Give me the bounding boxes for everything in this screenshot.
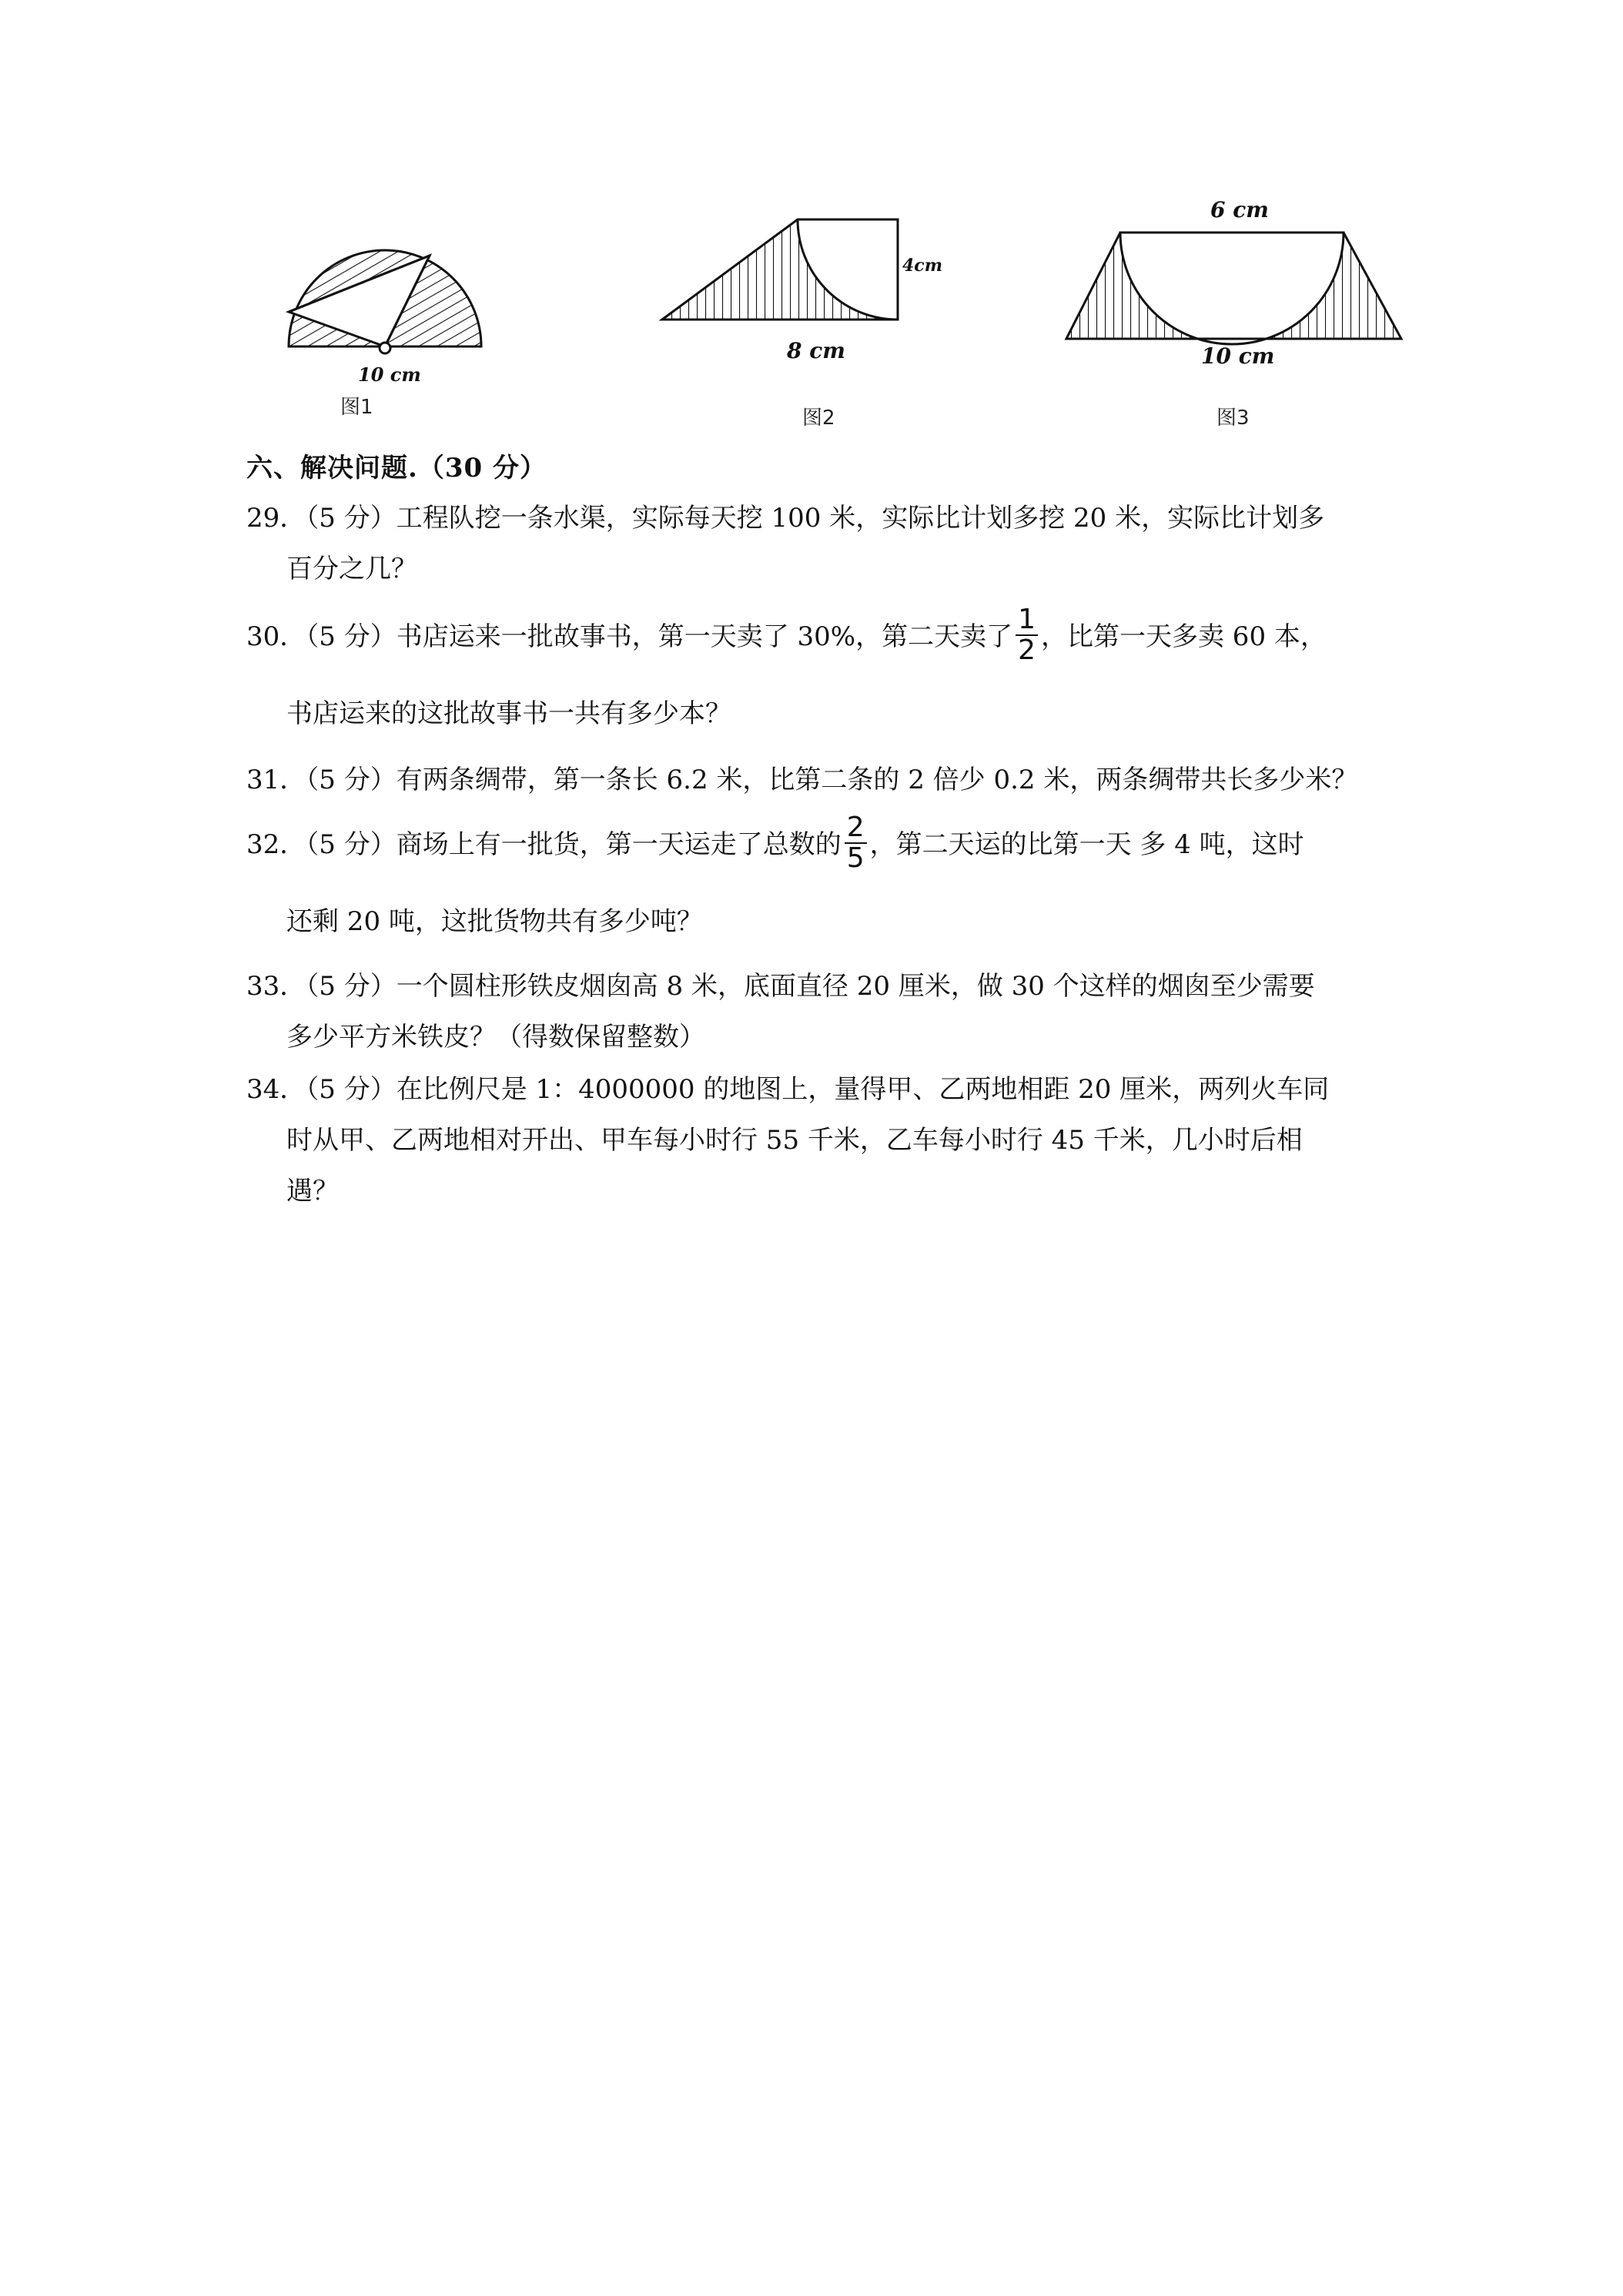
problem-30 [246,604,1401,739]
figure-3 [1062,185,1424,447]
problem-31-line-1: 31．（5 分）有两条绸带，第一条长 6.2 米，比第二条的 2 倍少 0.2 米，两条绸带共长多少米？ [246,765,1358,795]
section-title: 六、解决问题.（30 分） [246,453,547,484]
problem-34-line-2: 时从甲、乙两地相对开出、甲车每小时行 55 千米，乙车每小时行 45 千米，几小时后相 [286,1125,1303,1156]
figure-1-caption: 图1 [340,396,373,419]
figure-1 [254,185,516,447]
problem-32 [246,812,1401,947]
figure-row [254,185,1424,447]
figure-3-bottom-label: 10 cm [1201,343,1275,369]
figure-2 [654,185,978,447]
problem-30-fraction [1016,605,1038,665]
figure-2-drawing [654,185,978,416]
problem-29-line-2: 百分之几？ [286,554,417,584]
problem-29 [246,493,1401,594]
problem-32-text-after: ，第二天运的比第一天 多 4 吨，这时 [869,829,1304,860]
figure-3-caption: 图3 [1216,407,1250,430]
fraction-numerator: 2 [845,813,867,844]
problem-33-line-1: 33．（5 分）一个圆柱形铁皮烟囱高 8 米，底面直径 20 厘米，做 30 个这样的烟囱至少需要 [246,971,1315,1002]
problem-30-text-before: 30．（5 分）书店运来一批故事书，第一天卖了 30%，第二天卖了 [246,621,1013,652]
problem-33 [246,961,1401,1063]
problem-30-text-after: ，比第一天多卖 60 本， [1041,621,1327,652]
figure-3-top-label: 6 cm [1210,197,1269,223]
figure-3-drawing [1062,185,1424,416]
problem-32-fraction [845,813,867,873]
fraction-denominator: 5 [846,842,865,874]
problem-33-line-2: 多少平方米铁皮？（得数保留整数） [286,1022,705,1053]
figure-2-side-label: 4cm [902,256,942,276]
figure-1-drawing [254,185,516,416]
fraction-denominator: 2 [1018,634,1036,666]
problem-30-line-1 [246,604,1401,668]
problem-32-line-1 [246,812,1401,876]
problem-32-line-2: 还剩 20 吨，这批货物共有多少吨？ [286,906,703,937]
figure-2-bottom-label: 8 cm [787,338,845,363]
fraction-numerator: 1 [1016,605,1038,636]
problem-34-line-1: 34．（5 分）在比例尺是 1：4000000 的地图上，量得甲、乙两地相距 20 厘米，两列火车同 [246,1074,1330,1105]
problem-29-line-1: 29．（5 分）工程队挖一条水渠，实际每天挖 100 米，实际比计划多挖 20 米，实际比计划多 [246,503,1325,534]
figure-2-caption: 图2 [802,407,835,430]
problem-31 [246,755,1401,805]
problem-34-line-3: 遇？ [286,1176,339,1207]
problem-30-line-2: 书店运来的这批故事书一共有多少本？ [286,698,731,729]
problem-32-text-before: 32．（5 分）商场上有一批货，第一天运走了总数的 [246,829,842,860]
problem-34 [246,1064,1401,1217]
figure-1-label: 10 cm [358,363,421,386]
